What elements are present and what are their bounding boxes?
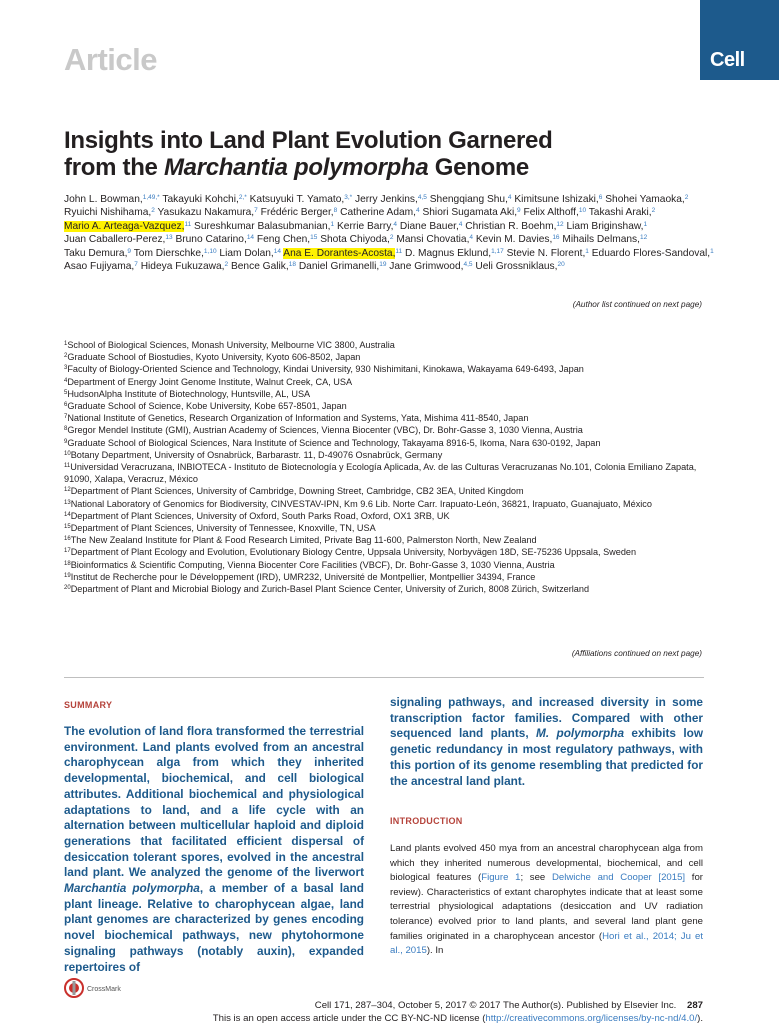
author-name: Katsuyuki T. Yamato, (249, 194, 345, 205)
affiliation-item (64, 339, 714, 351)
author-name: Shengqiang Shu, (429, 194, 508, 205)
author-name: Stevie N. Florent, (506, 247, 586, 259)
author-name: Shiori Sugamata Aki, (422, 207, 518, 219)
author-affiliation-mark[interactable]: 11 (395, 247, 403, 255)
affiliation-text: Faculty of Biology-Oriented Science and Technology, Kindai University, 930 Nishimitani, Kinokawa, Wakayama 649-6493, Japan (67, 364, 584, 375)
reference-link[interactable]: Hori et al., 2014; Ju et al., 2015 (390, 930, 703, 957)
affiliation-item (64, 363, 714, 375)
author-name: Shota Chiyoda, (320, 234, 390, 246)
affiliation-text: National Laboratory of Genomics for Biodiversity, CINVESTAV-IPN, Km 9.6 Lib. Norte Carr. Irapuato-León, 36821, Irapuato, Guanajuato, México (70, 498, 652, 509)
affiliation-number: 3 (64, 365, 68, 372)
affiliation-item (64, 351, 714, 363)
author-affiliation-mark[interactable]: 4 (458, 220, 463, 228)
author-name: Liam Dolan, (219, 247, 274, 259)
author-name: Ryuichi Nishihama, (64, 207, 152, 219)
affiliation-number: 6 (64, 402, 68, 409)
affiliation-item (64, 546, 714, 558)
author-affiliation-mark[interactable]: 2 (389, 234, 394, 242)
author-name: Eduardo Flores-Sandoval, (591, 247, 711, 259)
author-name: D. Magnus Eklund, (405, 247, 492, 259)
affiliation-item (64, 559, 714, 571)
author-name: Tom Dierschke, (133, 247, 204, 259)
author-name: Christian R. Boehm, (465, 220, 557, 232)
author-affiliation-mark[interactable]: 4 (416, 207, 420, 215)
author-name: Ana E. Dorantes-Acosta, (283, 247, 396, 259)
author-name: Asao Fujiyama, (64, 261, 135, 273)
affiliation-number: 20 (64, 585, 71, 592)
affiliation-number: 15 (64, 524, 71, 531)
author-affiliation-mark[interactable]: 10 (578, 207, 587, 215)
affiliation-text: Department of Energy Joint Genome Institute, Walnut Creek, CA, USA (67, 376, 353, 387)
affiliation-text: National Institute of Genetics, Research Organization of Information and Systems, Yata, Mishima 411-8540, Japan (67, 413, 529, 424)
author-affiliation-mark[interactable]: 7 (254, 207, 258, 215)
affiliation-item (64, 388, 714, 400)
license-line: This is an open access article under the CC BY-NC-ND license (http://creativecommons.org/licenses/by-nc-nd/4.0/). (212, 1013, 703, 1024)
author-affiliation-mark[interactable]: 14 (273, 247, 282, 255)
author-name: Kevin M. Davies, (475, 234, 553, 246)
affiliation-item (64, 510, 714, 522)
affiliation-number: 4 (64, 377, 68, 384)
affiliation-item (64, 400, 714, 412)
affiliation-item (64, 461, 714, 485)
author-affiliation-mark[interactable]: 13 (165, 234, 173, 242)
affiliation-text: Department of Plant Sciences, University of Cambridge, Downing Street, Cambridge, CB2 3EA, United Kingdom (70, 486, 524, 497)
author-name: Mihails Delmans, (562, 234, 640, 246)
affiliation-number: 13 (64, 499, 71, 506)
author-affiliation-mark[interactable]: 14 (246, 234, 255, 242)
author-name: Diane Bauer, (399, 220, 459, 232)
author-affiliation-mark[interactable]: 9 (127, 247, 132, 255)
author-name: John L. Bowman, (64, 194, 143, 205)
author-name: Shohei Yamaoka, (605, 194, 685, 205)
affiliation-number: 19 (64, 572, 71, 579)
author-affiliation-mark[interactable]: 8 (333, 207, 338, 215)
affiliation-text: Institut de Recherche pour le Développement (IRD), UMR232, Université de Montpellier, Montpellier 34394, France (70, 571, 536, 582)
affiliation-text: Graduate School of Biostudies, Kyoto University, Kyoto 606-8502, Japan (67, 352, 361, 363)
author-affiliation-mark[interactable]: 2 (224, 261, 229, 269)
author-affiliation-mark[interactable]: 18 (288, 261, 296, 269)
affiliation-text: HudsonAlpha Institute of Biotechnology, Huntsville, AL, USA (67, 388, 311, 399)
affiliation-number: 10 (64, 450, 71, 457)
affiliation-text: Graduate School of Science, Kobe University, Kobe 657-8501, Japan (67, 401, 347, 412)
affiliation-text: Department of Plant Sciences, University of Tennessee, Knoxville, TN, USA (70, 523, 376, 534)
crossmark-icon[interactable] (64, 978, 84, 1003)
author-affiliation-mark[interactable]: 4 (507, 194, 512, 201)
author-affiliation-mark[interactable]: 2 (684, 194, 689, 201)
affiliation-text: Bioinformatics & Scientific Computing, Vienna Biocenter Core Facilities (VBCF), Dr. Bohr-Gasse 3, 1030 Vienna, Austria (70, 559, 555, 570)
reference-link[interactable]: Delwiche and Cooper [2015] (551, 872, 686, 884)
affiliation-text: Botany Department, University of Osnabrück, Barbarastr. 11, D-49076 Osnabrück, Germany (70, 449, 443, 460)
author-affiliation-mark[interactable]: 16 (552, 234, 560, 242)
title-line-2-suffix: Genome (428, 154, 529, 181)
affiliation-item (64, 498, 714, 510)
title-line-1: Insights into Land Plant Evolution Garnered (64, 127, 553, 154)
author-name: Sureshkumar Balasubmanian, (194, 220, 331, 232)
affiliation-number: 17 (64, 548, 71, 555)
author-affiliation-mark[interactable]: 2 (651, 207, 656, 215)
author-name: Kimitsune Ishizaki, (514, 194, 599, 205)
affiliation-list (64, 339, 714, 595)
article-label: Article (64, 42, 157, 77)
affiliation-number: 11 (64, 463, 71, 470)
affiliation-text: Department of Plant Sciences, University of Oxford, South Parks Road, Oxford, OX1 3RB, UK (70, 510, 450, 521)
author-name: Hideya Fukuzawa, (140, 261, 225, 273)
summary-heading: SUMMARY (64, 700, 113, 710)
affiliation-item (64, 376, 714, 388)
author-name: Jane Grimwood, (389, 261, 464, 273)
affiliation-number: 5 (64, 389, 68, 396)
author-affiliation-mark[interactable]: 19 (379, 261, 387, 269)
author-name: Taku Demura, (64, 247, 128, 259)
author-name: Daniel Grimanelli, (298, 261, 380, 273)
license-link[interactable]: http://creativecommons.org/licenses/by-nc-nd/4.0/ (485, 1013, 698, 1024)
author-name: Yasukazu Nakamura, (157, 207, 255, 219)
author-name: Liam Briginshaw, (566, 220, 644, 232)
author-continued-note: (Author list continued on next page) (572, 300, 702, 309)
author-name: Felix Althoff, (523, 207, 579, 219)
author-name: Jerry Jenkins, (355, 194, 418, 205)
author-name: Ueli Grossniklaus, (475, 261, 558, 273)
author-name: Juan Caballero-Perez, (64, 234, 166, 246)
affiliation-number: 14 (64, 511, 71, 518)
journal-tab (700, 0, 779, 80)
affiliation-item (64, 583, 714, 595)
affiliation-number: 2 (64, 353, 68, 360)
author-name: Takashi Araki, (588, 207, 652, 219)
affiliation-item (64, 412, 714, 424)
page-number: 287 (686, 1000, 703, 1011)
author-name: Catherine Adam, (340, 207, 416, 219)
author-affiliation-mark[interactable]: 12 (639, 234, 648, 242)
figure-1-link[interactable]: Figure 1 (481, 872, 521, 884)
author-affiliation-mark[interactable]: 1 (643, 220, 648, 228)
introduction-text: Land plants evolved 450 mya from an ancestral charophycean alga from which they inherited numerous developmental, biochemical, and cell biological features (Figure 1; see Delwiche and Cooper [2015] for review). Characteristics of extant charophytes indicate that at least some terrestrial physiological adaptations (desiccation and UV radiation tolerance) evolved prior to land plants, and several land plant gene families originated in a charophycean ancestor (Hori et al., 2014; Ju et al., 2015). In (390, 843, 703, 957)
author-list (64, 193, 714, 273)
affiliation-item (64, 534, 714, 546)
author-affiliation-mark[interactable]: 9 (517, 207, 521, 215)
author-affiliation-mark[interactable]: 1 (330, 220, 335, 228)
author-affiliation-mark[interactable]: 12 (556, 220, 564, 228)
author-affiliation-mark[interactable]: 20 (557, 261, 565, 269)
author-name: Kerrie Barry, (336, 220, 394, 232)
affiliation-number: 8 (64, 426, 68, 433)
affiliation-number: 16 (64, 536, 71, 543)
affiliation-text: The New Zealand Institute for Plant & Food Research Limited, Private Bag 11-600, Palmerston North, New Zealand (70, 535, 537, 546)
author-affiliation-mark[interactable]: 15 (310, 234, 318, 242)
affiliation-item (64, 424, 714, 436)
author-affiliation-mark[interactable]: 1,17 (491, 247, 504, 255)
author-name: Frédéric Berger, (260, 207, 334, 219)
affiliation-item (64, 571, 714, 583)
author-name: Takayuki Kohchi, (162, 194, 239, 205)
author-name: Mansi Chovatia, (396, 234, 470, 246)
title-species: Marchantia polymorpha (163, 154, 429, 181)
affiliation-text: Graduate School of Biological Sciences, Nara Institute of Science and Technology, Takayama 8916-5, Ikoma, Nara 630-0192, Japan (67, 437, 601, 448)
affiliation-item (64, 485, 714, 497)
author-affiliation-mark[interactable]: 4,5 (463, 261, 473, 269)
affiliation-item (64, 522, 714, 534)
author-name: Mario A. Arteaga-Vazquez, (64, 220, 185, 232)
author-affiliation-mark[interactable]: 1 (710, 247, 714, 255)
citation-text: Cell 171, 287–304, October 5, 2017 © 2017 The Author(s). Published by Elsevier Inc. (314, 1000, 677, 1011)
affiliation-number: 12 (64, 487, 71, 494)
citation-line (290, 1000, 703, 1011)
summary-column-2: signaling pathways, and increased diversity in some transcription factor families. Compared with other sequenced land plants, M. polymorpha exhibits low genetic redundancy in most regulatory pathways, with this portion of its genome resembling that predicted for the ancestral land plant. (390, 695, 703, 788)
affiliation-number: 1 (64, 341, 68, 347)
author-affiliation-mark[interactable]: 1,10 (203, 247, 217, 255)
author-affiliation-mark[interactable]: 2,* (238, 194, 247, 201)
affiliation-number: 9 (64, 438, 68, 445)
section-divider (64, 677, 704, 678)
author-affiliation-mark[interactable]: 2 (151, 207, 155, 215)
affiliation-text: Universidad Veracruzana, INBIOTECA - Instituto de Biotecnología y Ecología Aplicada, Av. de las Culturas Veracruzanas No.101, Colonia Emiliano Zapata, 91090, Xalapa, Veracruz, México (64, 462, 697, 485)
affiliation-item (64, 449, 714, 461)
journal-logo: Cell (710, 49, 745, 71)
affiliation-continued-note: (Affiliations continued on next page) (571, 649, 702, 658)
author-name: Bence Galik, (230, 261, 289, 273)
affiliation-text: School of Biological Sciences, Monash University, Melbourne VIC 3800, Australia (67, 340, 395, 350)
author-affiliation-mark[interactable]: 4 (393, 220, 398, 228)
author-affiliation-mark[interactable]: 6 (598, 194, 603, 201)
author-affiliation-mark[interactable]: 1,49,* (142, 194, 160, 201)
summary-column-1: The evolution of land flora transformed the terrestrial environment. Land plants evolved from an ancestral charophycean alga from which they inherited developmental, biochemical, and cell biological attributes. Additional biochemical and physiological adaptations to land, and a life cycle with an alternation between multicellular haploid and diploid generations that facilitated efficient dispersal of desiccation tolerant spores, evolved in the ancestral land plant. We analyzed the genome of the liverwort Marchantia polymorpha, a member of a basal land plant lineage. Relative to charophycean algae, land plant genomes are characterized by genes encoding novel biochemical pathways, new phytohormone signaling pathways (notably auxin), expanded repertoires of (64, 724, 364, 974)
author-affiliation-mark[interactable]: 4 (469, 234, 474, 242)
affiliation-number: 7 (64, 414, 68, 421)
author-affiliation-mark[interactable]: 7 (134, 261, 138, 269)
author-affiliation-mark[interactable]: 11 (184, 220, 192, 228)
author-name: Feng Chen, (256, 234, 311, 246)
author-affiliation-mark[interactable]: 3,* (344, 194, 353, 201)
affiliation-item (64, 437, 714, 449)
author-affiliation-mark[interactable]: 1 (585, 247, 589, 255)
crossmark-label: CrossMark (87, 986, 121, 993)
author-affiliation-mark[interactable]: 4,5 (417, 194, 427, 201)
affiliation-number: 18 (64, 560, 71, 567)
affiliation-text: Department of Plant Ecology and Evolution, Evolutionary Biology Centre, Uppsala University, Norbyvägen 18D, SE-75236 Uppsala, Sweden (70, 547, 637, 558)
title-line-2-prefix: from the (64, 154, 164, 181)
article-title (64, 127, 704, 181)
introduction-heading: INTRODUCTION (390, 816, 463, 826)
author-name: Bruno Catarino, (175, 234, 247, 246)
affiliation-text: Gregor Mendel Institute (GMI), Austrian Academy of Sciences, Vienna Biocenter (VBC), Dr. Bohr-Gasse 3, 1030 Vienna, Austria (67, 425, 583, 436)
affiliation-text: Department of Plant and Microbial Biology and Zurich-Basel Plant Science Center, University of Zurich, 8008 Zürich, Switzerland (70, 584, 590, 595)
